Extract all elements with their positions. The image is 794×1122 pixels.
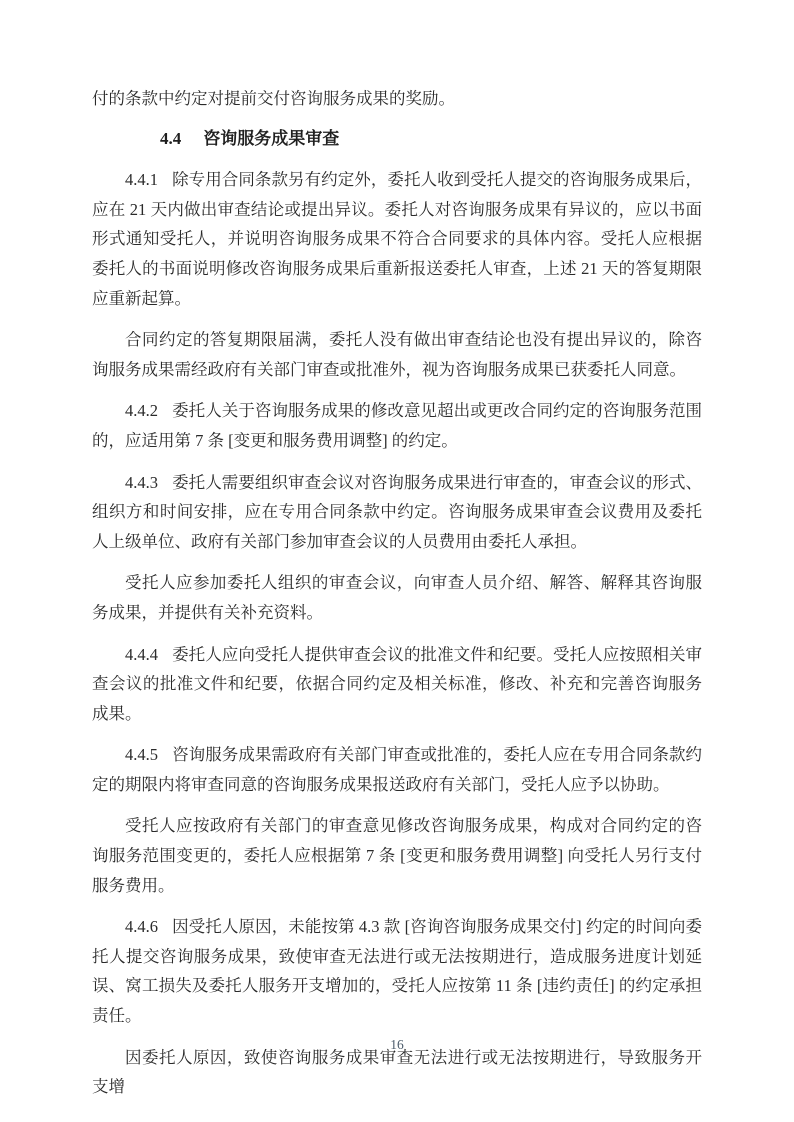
clause-4-4-1 xyxy=(92,165,702,313)
clause-text: 除专用合同条款另有约定外，委托人收到受托人提交的咨询服务成果后，应在 21 天内做出审查结论或提出异议。委托人对咨询服务成果有异议的，应以书面形式通知受托人，并说明咨询服务成果不符合合同要求的具体内容。受托人应根据委托人的书面说明修改咨询服务成果后重新报送委托人审查，上述 21 天的答复期限应重新起算。 xyxy=(92,170,702,308)
clause-number: 4.4.4 xyxy=(125,644,158,664)
document-body xyxy=(92,84,702,1102)
clause-number: 4.4.3 xyxy=(125,472,158,492)
clause-4-4-6 xyxy=(92,912,702,1030)
paragraph xyxy=(92,325,702,384)
paragraph-text: 合同约定的答复期限届满，委托人没有做出审查结论也没有提出异议的，除咨询服务成果需经政府有关部门审查或批准外，视为咨询服务成果已获委托人同意。 xyxy=(92,330,702,379)
clause-text: 因受托人原因，未能按第 4.3 款 [咨询咨询服务成果交付] 约定的时间向委托人提交咨询服务成果，致使审查无法进行或无法按期进行，造成服务进度计划延误、窝工损失及委托人服务开支增加的，受托人应按第 11 条 [违约责任] 的约定承担责任。 xyxy=(92,917,702,1026)
clause-4-4-2 xyxy=(92,396,702,455)
clause-number: 4.4.6 xyxy=(125,917,158,937)
paragraph xyxy=(92,811,702,900)
clause-text: 委托人应向受托人提供审查会议的批准文件和纪要。受托人应按照相关审查会议的批准文件和纪要，依据合同约定及相关标准，修改、补充和完善咨询服务成果。 xyxy=(92,644,702,723)
section-heading-4-4 xyxy=(92,124,702,154)
clause-number: 4.4.2 xyxy=(125,401,158,421)
clause-4-4-4 xyxy=(92,640,702,729)
paragraph-text: 受托人应参加委托人组织的审查会议，向审查人员介绍、解答、解释其咨询服务成果，并提供有关补充资料。 xyxy=(92,573,702,622)
paragraph-text: 因委托人原因，致使咨询服务成果审查无法进行或无法按期进行，导致服务开支增 xyxy=(92,1047,702,1097)
paragraph-text: 受托人应按政府有关部门的审查意见修改咨询服务成果，构成对合同约定的咨询服务范围变更的，委托人应根据第 7 条 [变更和服务费用调整] 向受托人另行支付服务费用。 xyxy=(92,816,702,895)
clause-4-4-3 xyxy=(92,468,702,557)
clause-number: 4.4.5 xyxy=(125,745,158,765)
paragraph xyxy=(92,568,702,627)
section-title: 咨询服务成果审查 xyxy=(203,128,340,148)
section-number: 4.4 xyxy=(160,128,182,148)
clause-text: 咨询服务成果需政府有关部门审查或批准的，委托人应在专用合同条款约定的期限内将审查同意的咨询服务成果报送政府有关部门，受托人应予以协助。 xyxy=(92,745,702,794)
clause-text: 委托人需要组织审查会议对咨询服务成果进行审查的，审查会议的形式、组织方和时间安排，应在专用合同条款中约定。咨询服务成果审查会议费用及委托人上级单位、政府有关部门参加审查会议的人员费用由委托人承担。 xyxy=(92,472,702,551)
continuation-paragraph xyxy=(92,84,702,114)
clause-text: 委托人关于咨询服务成果的修改意见超出或更改合同约定的咨询服务范围的，应适用第 7 条 [变更和服务费用调整] 的约定。 xyxy=(92,401,702,450)
page-number: 16 xyxy=(390,1037,404,1052)
clause-number: 4.4.1 xyxy=(125,170,158,190)
paragraph-text: 付的条款中约定对提前交付咨询服务成果的奖励。 xyxy=(92,89,455,108)
clause-4-4-5 xyxy=(92,740,702,799)
